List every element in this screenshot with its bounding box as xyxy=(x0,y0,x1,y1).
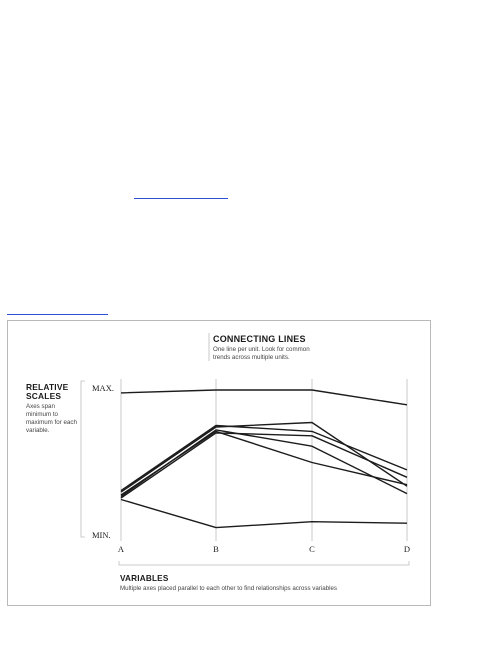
axis-label-c: C xyxy=(309,544,315,554)
relative-title-line-1: RELATIVE xyxy=(26,382,69,392)
axis-label-b: B xyxy=(213,544,219,554)
relative-scales-bracket xyxy=(81,381,85,537)
annotation-brackets xyxy=(81,333,409,565)
labels-layer xyxy=(92,383,410,554)
relative-scales-description: Axes span minimum to maximum for each variable. xyxy=(26,403,77,434)
hyperlink-underline[interactable] xyxy=(7,314,108,315)
variables-description: Multiple axes placed parallel to each other to find relationships across variables xyxy=(120,585,338,592)
lines-layer xyxy=(121,390,407,528)
relative-title-line-2: SCALES xyxy=(26,391,62,401)
connecting-lines-title: CONNECTING LINES xyxy=(213,334,306,344)
data-line-3 xyxy=(121,423,407,493)
variables-bracket xyxy=(119,561,409,565)
axis-label-a: A xyxy=(117,544,125,554)
variables-title: VARIABLES xyxy=(120,574,169,583)
parallel-coordinates-figure xyxy=(7,320,431,606)
scale-label-max: MAX. xyxy=(92,383,114,393)
parallel-coordinates-chart xyxy=(8,321,432,607)
relative-scales-title xyxy=(26,383,76,401)
data-line-7 xyxy=(121,500,407,528)
axis-label-d: D xyxy=(403,544,411,554)
axes-layer xyxy=(121,379,407,541)
scale-label-min: MIN. xyxy=(92,530,111,540)
hyperlink-underline[interactable] xyxy=(134,198,228,199)
connecting-lines-description: One line per unit. Look for common trends across multiple units. xyxy=(213,346,310,361)
data-line-1 xyxy=(121,390,407,405)
